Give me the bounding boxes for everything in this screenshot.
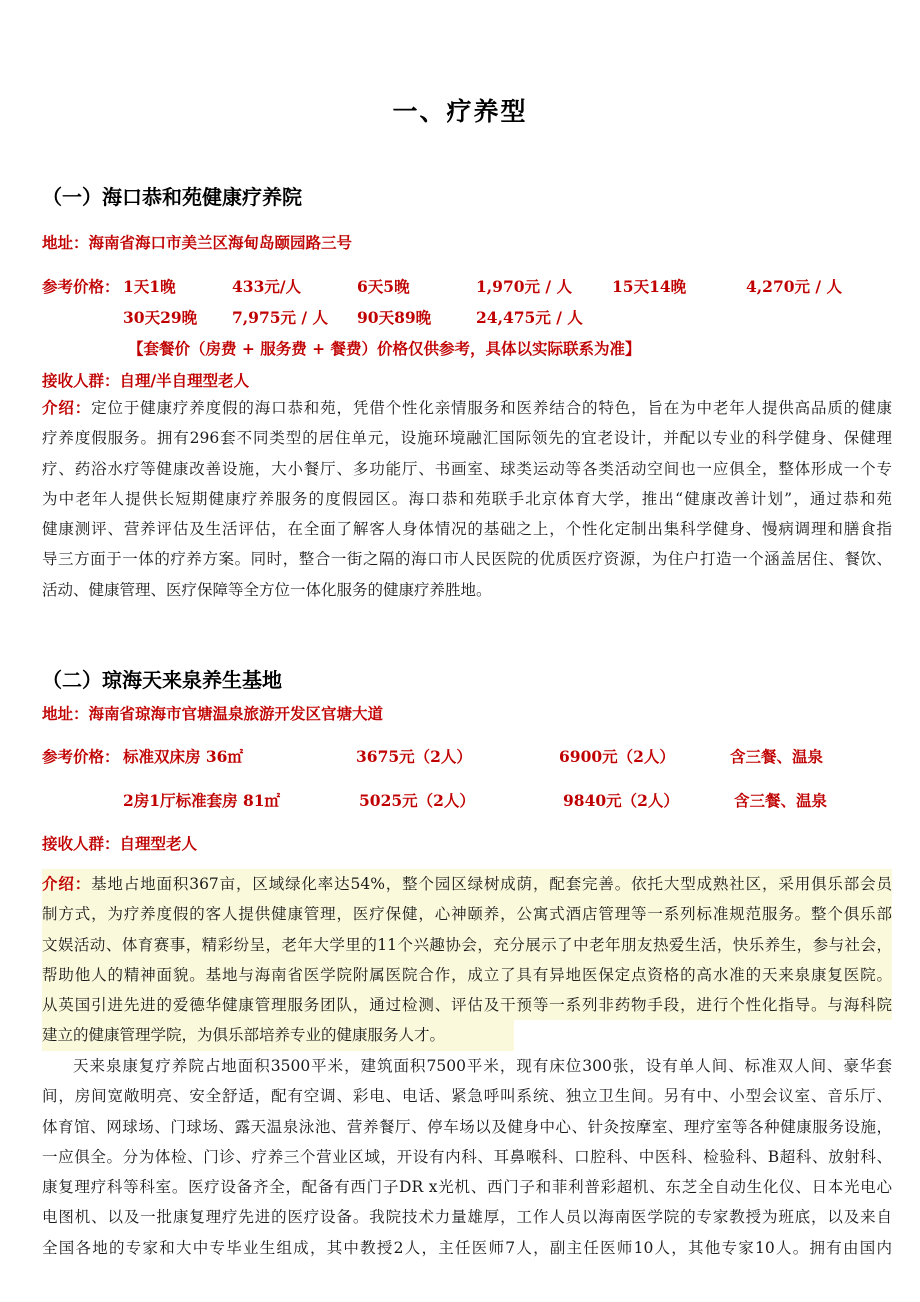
intro-label: 介绍： xyxy=(42,398,92,417)
price-cell: 1,970元 / 人 xyxy=(476,277,572,296)
price-cell: 4,270元 / 人 xyxy=(746,277,842,296)
intro-line: 制方式，为疗养度假的客人提供健康管理，医疗保健，心神颐养，公寓式酒店管理等一系列标准规范服务。整个俱乐部 xyxy=(42,899,892,929)
intro-line: 文娱活动、体育赛事，精彩纷呈，老年大学里的11个兴趣协会，充分展示了中老年朋友热爱生活，快乐养生，参与社会， xyxy=(42,930,892,960)
section-2-heading: （二）琼海天来泉养生基地 xyxy=(42,668,282,692)
page-title: 一、疗养型 xyxy=(392,97,528,126)
section-1-heading: （一）海口恭和苑健康疗养院 xyxy=(42,185,302,209)
section-2-facility-paragraph xyxy=(42,1051,892,1263)
intro-line: 从英国引进先进的爱德华健康管理服务团队，通过检测、评估及干预等一系列非药物手段，进行个性化指导。与海科院 xyxy=(42,990,892,1020)
paragraph-line: 体育馆、网球场、门球场、露天温泉泳池、营养餐厅、停车场以及健身中心、针灸按摩室、理疗室等各种健康服务设施， xyxy=(42,1117,892,1136)
intro-line: 介绍：基地占地面积367亩，区域绿化率达54%，整个园区绿树成荫，配套完善。依托大型成熟社区，采用俱乐部会员 xyxy=(42,869,892,899)
price-cell: 1天1晚 xyxy=(123,277,176,296)
paragraph-line: 全国各地的专家和大中专毕业生组成，其中教授2人，主任医师7人，副主任医师10人，其他专家10人。拥有由国内 xyxy=(42,1238,892,1257)
intro-label: 介绍： xyxy=(42,874,92,893)
intro-line: 为中老年人提供长短期健康疗养服务的度假园区。海口恭和苑联手北京体育大学，推出“健康改善计划”，通过恭和苑 xyxy=(42,489,892,508)
room-price: 5025元（2人） xyxy=(359,791,475,810)
section-1-price-label: 参考价格： xyxy=(42,277,120,296)
price-cell: 433元/人 xyxy=(232,277,302,296)
intro-line: 疗、药浴水疗等健康改善设施，大小餐厅、多功能厅、书画室、球类运动等各类活动空间也一应俱全，整体形成一个专 xyxy=(42,459,892,478)
price-cell: 90天89晚 xyxy=(357,308,432,327)
paragraph-line: 天来泉康复疗养院占地面积3500平米，建筑面积7500平米，现有床位300张，设有单人间、标准双人间、豪华套 xyxy=(42,1051,892,1081)
section-1-audience: 接收人群：自理/半自理型老人 xyxy=(42,371,250,390)
section-2-address: 地址：海南省琼海市官塘温泉旅游开发区官塘大道 xyxy=(42,704,384,723)
room-includes: 含三餐、温泉 xyxy=(730,747,824,766)
price-cell: 6天5晚 xyxy=(357,277,410,296)
room-type: 2房1厅标准套房 81㎡ xyxy=(123,791,281,810)
section-2-price-label: 参考价格： xyxy=(42,747,120,766)
paragraph-line: 康复理疗科等科室。医疗设备齐全，配备有西门子DR x光机、西门子和菲利普彩超机、东芝全自动生化仪、日本光电心 xyxy=(42,1178,892,1197)
intro-line: 活动、健康管理、医疗保障等全方位一体化服务的健康疗养胜地。 xyxy=(42,580,492,599)
paragraph-line: 一应俱全。分为体检、门诊、疗养三个营业区域，开设有内科、耳鼻喉科、口腔科、中医科、检验科、B超科、放射科、 xyxy=(42,1147,892,1166)
intro-line: 导三方面于一体的疗养方案。同时，整合一街之隔的海口市人民医院的优质医疗资源，为住户打造一个涵盖居住、餐饮、 xyxy=(42,550,892,569)
intro-line: 帮助他人的精神面貌。基地与海南省医学院附属医院合作，成立了具有异地医保定点资格的高水准的天来泉康复医院。 xyxy=(42,960,892,990)
room-price: 9840元（2人） xyxy=(563,791,679,810)
intro-line: 建立的健康管理学院，为俱乐部培养专业的健康服务人才。 xyxy=(42,1020,514,1050)
price-cell: 7,975元 / 人 xyxy=(232,308,328,327)
paragraph-line: 间，房间宽敞明亮、安全舒适，配有空调、彩电、电话、紧急呼叫系统、独立卫生间。另有中、小型会议室、音乐厅、 xyxy=(42,1087,892,1106)
intro-line: 健康测评、营养评估及生活评估，在全面了解客人身体情况的基础之上，个性化定制出集科学健身、慢病调理和膳食指 xyxy=(42,520,892,539)
room-includes: 含三餐、温泉 xyxy=(734,791,828,810)
section-2-intro xyxy=(42,869,892,1051)
price-cell: 24,475元 / 人 xyxy=(476,308,583,327)
room-price: 3675元（2人） xyxy=(356,747,472,766)
intro-line: 疗养度假服务。拥有296套不同类型的居住单元，设施环境融汇国际领先的宜老设计，并配以专业的科学健身、保健理 xyxy=(42,429,892,448)
intro-line: 介绍：定位于健康疗养度假的海口恭和苑，凭借个性化亲情服务和医养结合的特色，旨在为中老年人提供高品质的健康 xyxy=(42,398,892,417)
paragraph-line: 电图机、以及一批康复理疗先进的医疗设备。我院技术力量雄厚，工作人员以海南医学院的专家教授为班底，以及来自 xyxy=(42,1208,892,1227)
room-price: 6900元（2人） xyxy=(559,747,675,766)
price-cell: 15天14晚 xyxy=(612,277,687,296)
section-1-address: 地址：海南省海口市美兰区海甸岛颐园路三号 xyxy=(42,233,353,252)
section-2-audience: 接收人群：自理型老人 xyxy=(42,834,198,853)
section-1-price-note: 【套餐价（房费 + 服务费 + 餐费）价格仅供参考，具体以实际联系为准】 xyxy=(128,339,641,358)
price-cell: 30天29晚 xyxy=(123,308,198,327)
section-1-intro xyxy=(42,393,892,605)
room-type: 标准双床房 36㎡ xyxy=(123,747,243,766)
